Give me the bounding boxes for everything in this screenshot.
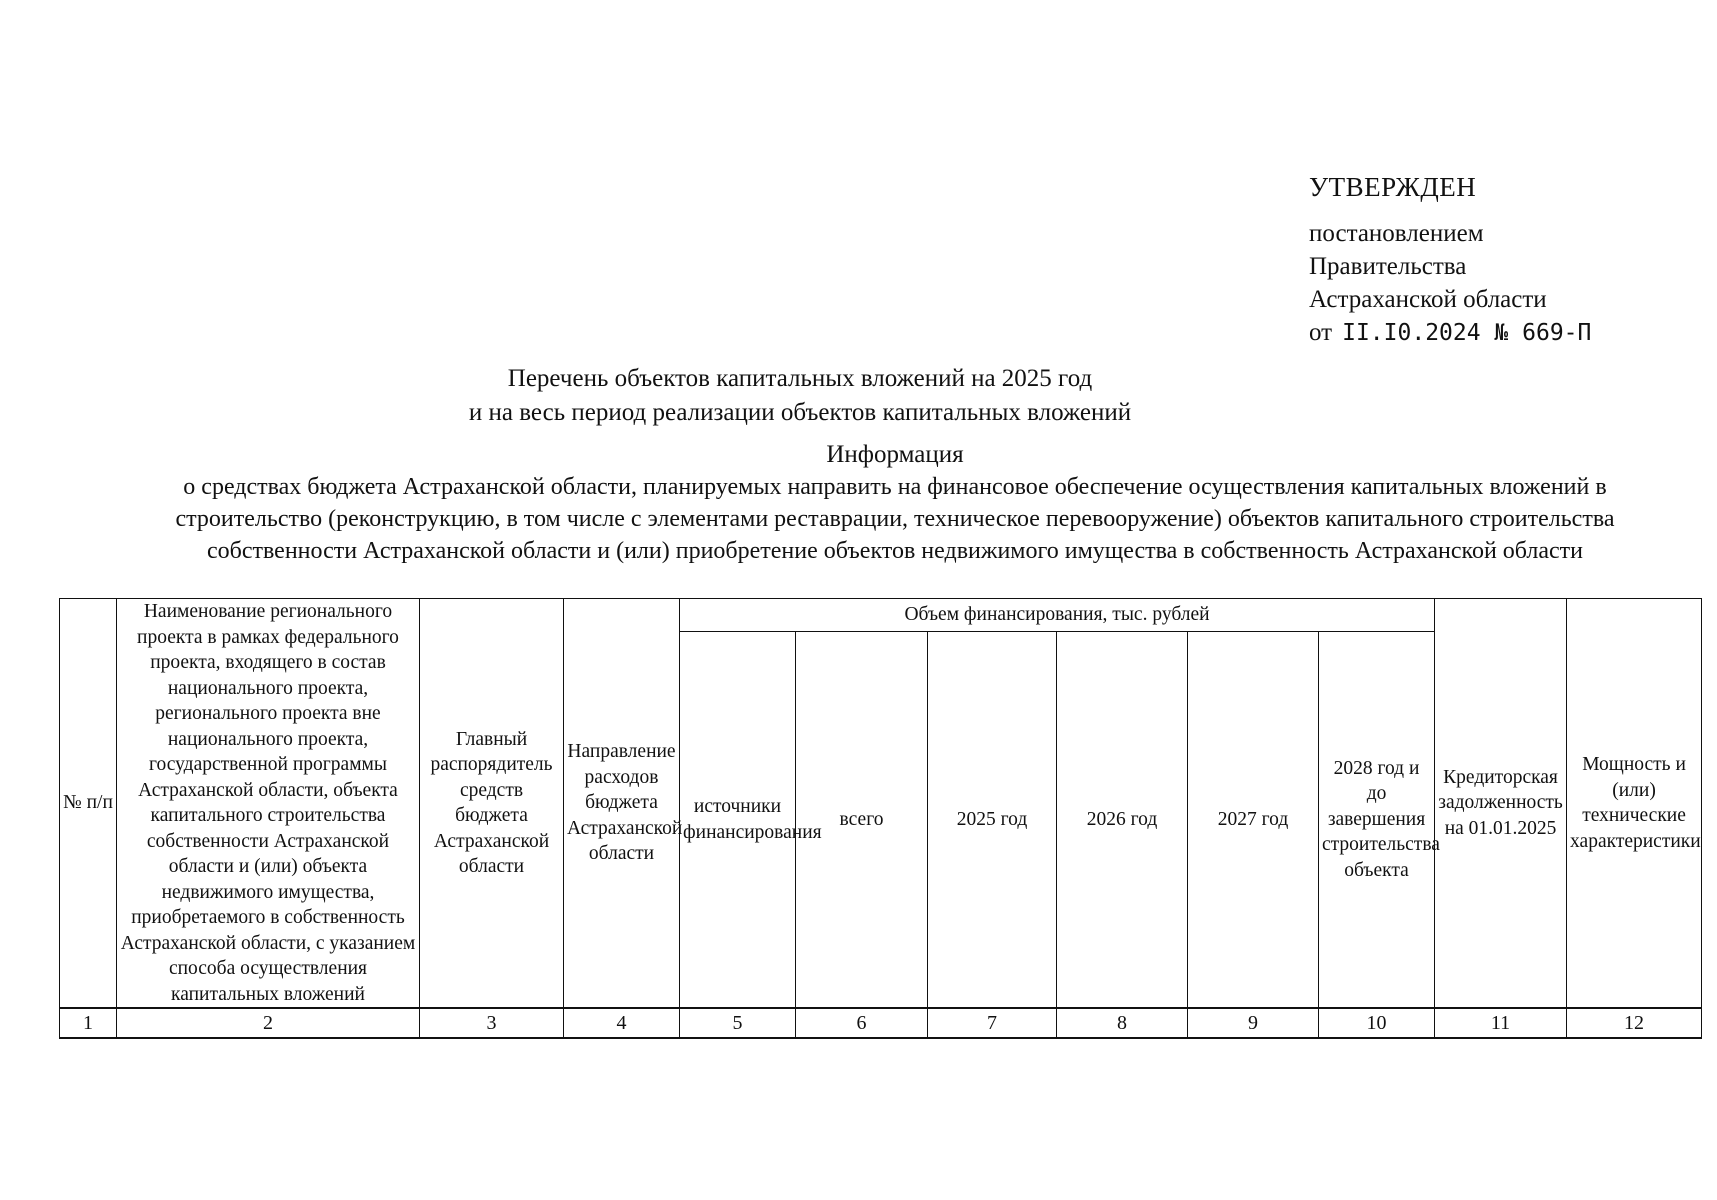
column-number: 7 [928, 1008, 1057, 1038]
column-number: 5 [680, 1008, 796, 1038]
approval-date-line [1309, 316, 1689, 350]
column-number: 4 [564, 1008, 680, 1038]
header-col-expense-direction: Направление расходов бюджета Астраханской области [564, 599, 680, 1009]
document-title-line2: и на весь период реализации объектов капитальных вложений [468, 399, 1132, 426]
column-number: 12 [1567, 1008, 1702, 1038]
column-number: 10 [1319, 1008, 1435, 1038]
header-col-number: № п/п [60, 599, 117, 1009]
header-col-funding-sources: источники финансирования [680, 632, 796, 1009]
header-col-project-name: Наименование регионального проекта в рамках федерального проекта, входящего в состав национального проекта, регионального проекта вне национального проекта, государственной программы Астраханской области, объекта капитального строительства собственности Астраханской области и (или) объекта недвижимого имущества, приобретаемого в собственность Астраханской области, с указанием способа осуществления капитальных вложений [117, 599, 420, 1009]
info-block [110, 439, 1680, 567]
approval-line-decree: постановлением [1309, 220, 1484, 247]
header-col-main-manager: Главный распорядитель средств бюджета Астраханской области [420, 599, 564, 1009]
capital-investment-table [59, 598, 1702, 1039]
header-funding-volume: Объем финансирования, тыс. рублей [680, 599, 1435, 632]
header-col-2028-plus: 2028 год и до завершения строительства объекта [1319, 632, 1435, 1009]
header-col-2027: 2027 год [1188, 632, 1319, 1009]
column-number: 8 [1057, 1008, 1188, 1038]
approval-line-region: Астраханской области [1309, 286, 1547, 313]
info-text: о средствах бюджета Астраханской области, планируемых направить на финансовое обеспечение осуществления капитальных вложений в строительство (реконструкцию, в том числе с элементами реставрации, техническое перевооружение) объектов капитального строительства собственности Астраханской области и (или) приобретение объектов недвижимого имущества в собственность Астраханской области [175, 474, 1615, 564]
column-number: 2 [117, 1008, 420, 1038]
approval-line-government: Правительства [1309, 253, 1467, 280]
column-number: 1 [60, 1008, 117, 1038]
approval-block [1309, 172, 1689, 350]
approval-date-number: II.I0.2024 № 669-П [1342, 320, 1592, 346]
header-col-2026: 2026 год [1057, 632, 1188, 1009]
header-col-accounts-payable: Кредиторская задолженность на 01.01.2025 [1435, 599, 1567, 1009]
column-number: 9 [1188, 1008, 1319, 1038]
approval-date-prefix: от [1309, 319, 1333, 346]
approval-title: УТВЕРЖДЕН [1309, 172, 1477, 202]
column-number-row [60, 1008, 1702, 1038]
column-number: 11 [1435, 1008, 1567, 1038]
header-col-2025: 2025 год [928, 632, 1057, 1009]
document-title [0, 362, 1700, 430]
header-col-capacity: Мощность и (или) технические характеристики [1567, 599, 1702, 1009]
column-number: 3 [420, 1008, 564, 1038]
info-title: Информация [826, 441, 964, 468]
document-title-line1: Перечень объектов капитальных вложений на 2025 год [507, 365, 1093, 392]
column-number: 6 [796, 1008, 928, 1038]
header-row-top [60, 599, 1702, 632]
header-col-total: всего [796, 632, 928, 1009]
